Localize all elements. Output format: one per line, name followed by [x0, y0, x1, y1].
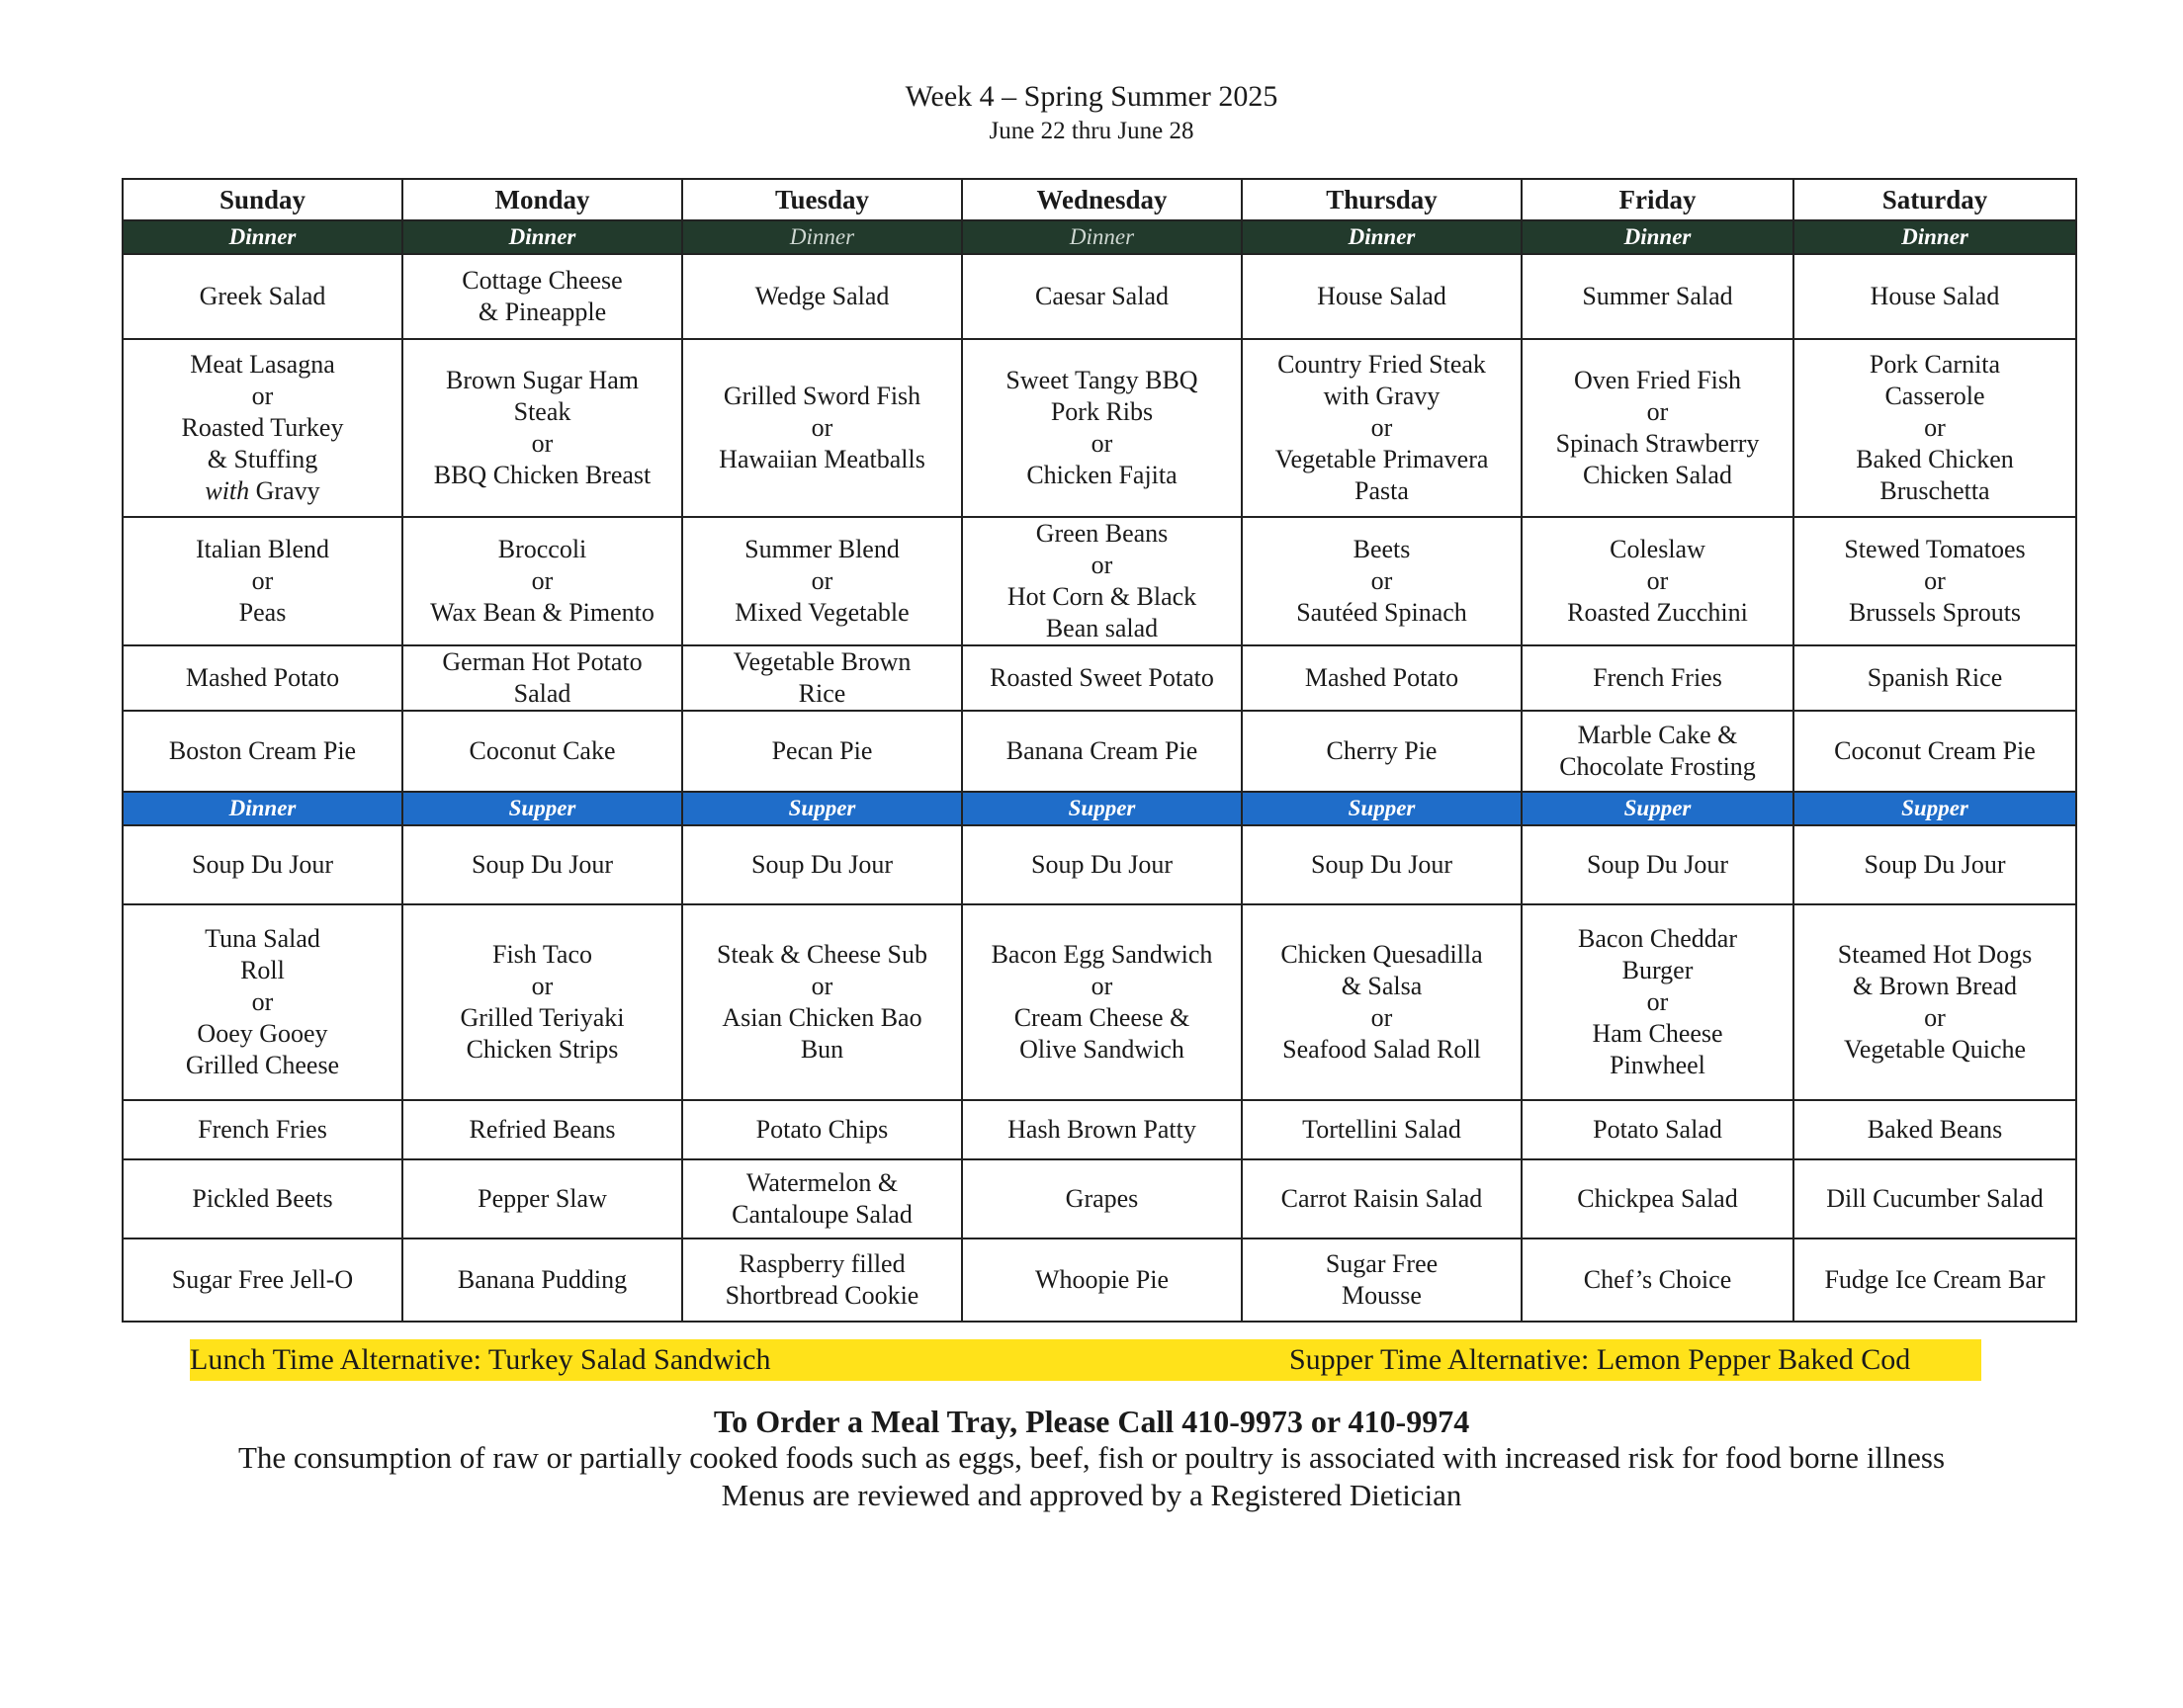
menu-item-line: Soup Du Jour — [471, 850, 613, 879]
menu-item-line: or — [1646, 397, 1669, 426]
menu-cell — [682, 825, 962, 904]
menu-item-line: Potato Salad — [1593, 1115, 1722, 1144]
menu-item-line: Summer Salad — [1582, 282, 1733, 310]
meal-band-label: Supper — [962, 792, 1242, 825]
day-header: Wednesday — [962, 179, 1242, 220]
menu-item-line: Banana Pudding — [457, 1265, 628, 1294]
menu-item-line: or — [251, 566, 274, 595]
menu-item-line: Cantaloupe Salad — [732, 1200, 913, 1229]
menu-cell — [1793, 1238, 2076, 1322]
menu-item-line: Sautéed Spinach — [1296, 598, 1467, 627]
menu-item-line: Hot Corn & Black — [1006, 582, 1197, 611]
menu-item-line: Mixed Vegetable — [735, 598, 910, 627]
meal-band-label: Supper — [1522, 792, 1793, 825]
menu-item-line: Meat Lasagna — [190, 350, 335, 379]
menu-cell — [1522, 825, 1793, 904]
menu-item-line: Pecan Pie — [771, 736, 873, 765]
menu-cell — [402, 1100, 682, 1159]
menu-item-line: Potato Chips — [755, 1115, 889, 1144]
menu-cell — [962, 1238, 1242, 1322]
menu-cell — [1793, 254, 2076, 339]
menu-item-line: or — [1091, 429, 1113, 458]
menu-cell — [1793, 645, 2076, 711]
menu-item-line: Ooey Gooey — [197, 1019, 328, 1048]
menu-cell — [962, 825, 1242, 904]
menu-cell — [1242, 1238, 1522, 1322]
menu-item-line: Bruschetta — [1879, 476, 1990, 505]
menu-cell — [123, 645, 402, 711]
menu-cell — [682, 1159, 962, 1238]
menu-item-line: Hash Brown Patty — [1007, 1115, 1196, 1144]
menu-item-line: French Fries — [1593, 663, 1722, 692]
menu-item-line: Fish Taco — [492, 940, 592, 969]
emphasis-with: with — [205, 476, 250, 505]
menu-item-line: House Salad — [1317, 282, 1446, 310]
menu-cell — [402, 517, 682, 645]
menu-cell — [1522, 517, 1793, 645]
menu-item-line: Asian Chicken Bao — [722, 1003, 922, 1032]
menu-item-line: Banana Cream Pie — [1005, 736, 1198, 765]
menu-cell — [123, 1100, 402, 1159]
menu-item-line: or — [811, 413, 833, 442]
menu-cell — [1522, 339, 1793, 517]
food-safety-warning: The consumption of raw or partially cooked foods such as eggs, beef, fish or poultry is associated with increased risk for food borne illness — [237, 1440, 1946, 1475]
meal-band-label: Supper — [1242, 792, 1522, 825]
menu-item-line: Mashed Potato — [185, 663, 340, 692]
menu-item-line: Green Beans — [1035, 519, 1169, 548]
menu-cell — [682, 254, 962, 339]
menu-item-line: Soup Du Jour — [1310, 850, 1452, 879]
menu-cell — [1793, 711, 2076, 792]
menu-item-line: Wedge Salad — [754, 282, 890, 310]
menu-item-line: Roasted Sweet Potato — [990, 663, 1214, 692]
menu-item-line: Roasted Zucchini — [1567, 598, 1748, 627]
menu-item-line: House Salad — [1870, 282, 2000, 310]
menu-item-line: Boston Cream Pie — [168, 736, 357, 765]
menu-item-line: Cherry Pie — [1326, 736, 1438, 765]
menu-item-line: Dill Cucumber Salad — [1826, 1184, 2044, 1213]
menu-item-line: Mousse — [1342, 1281, 1422, 1310]
menu-item-line: or — [1924, 566, 1946, 595]
dietician-approval-note: Menus are reviewed and approved by a Registered Dietician — [721, 1478, 1462, 1512]
menu-item-line: Vegetable Quiche — [1843, 1035, 2027, 1064]
menu-cell — [682, 711, 962, 792]
menu-item-line: French Fries — [198, 1115, 327, 1144]
menu-item-line: Chicken Quesadilla — [1280, 940, 1483, 969]
menu-item-line: Bean salad — [1045, 614, 1159, 642]
menu-cell — [1522, 1159, 1793, 1238]
menu-item-line: Rice — [798, 679, 846, 708]
menu-item-line: or — [1646, 987, 1669, 1016]
meal-band-label: Supper — [402, 792, 682, 825]
menu-item-line: or — [531, 972, 554, 1000]
menu-item-line: Chef’s Choice — [1583, 1265, 1732, 1294]
menu-item-line: Baked Chicken — [1856, 445, 2014, 473]
menu-cell — [1793, 1159, 2076, 1238]
menu-item-line: with Gravy — [205, 476, 320, 505]
menu-item-line: or — [811, 972, 833, 1000]
dinner-band-row — [123, 220, 2076, 254]
menu-cell — [682, 339, 962, 517]
meal-band-label: Supper — [682, 792, 962, 825]
menu-cell — [1793, 339, 2076, 517]
menu-item-line: Marble Cake & — [1577, 721, 1738, 749]
day-header: Monday — [402, 179, 682, 220]
menu-item-line: Sweet Tangy BBQ — [1005, 366, 1198, 394]
menu-item-line: Peas — [238, 598, 287, 627]
menu-item-line: Greek Salad — [199, 282, 326, 310]
menu-item-line: Refried Beans — [469, 1115, 616, 1144]
menu-cell — [402, 254, 682, 339]
menu-item-line: or — [1091, 972, 1113, 1000]
menu-cell — [962, 645, 1242, 711]
menu-item-line: Stewed Tomatoes — [1844, 535, 2026, 563]
lunch-alternative: Lunch Time Alternative: Turkey Salad Sandwich — [190, 1343, 771, 1376]
menu-item-line: Chickpea Salad — [1577, 1184, 1738, 1213]
menu-item-line: Pinwheel — [1610, 1051, 1705, 1079]
menu-row — [123, 1100, 2076, 1159]
menu-item-line: Chicken Strips — [466, 1035, 619, 1064]
menu-cell — [962, 1159, 1242, 1238]
meal-band-label: Dinner — [962, 220, 1242, 254]
menu-cell — [682, 904, 962, 1100]
menu-date-range: June 22 thru June 28 — [989, 118, 1194, 144]
menu-item-line: Sugar Free — [1325, 1249, 1439, 1278]
menu-cell — [1522, 254, 1793, 339]
menu-item-line: or — [1924, 413, 1946, 442]
menu-item-line: Oven Fried Fish — [1574, 366, 1741, 394]
menu-item-line: Soup Du Jour — [1586, 850, 1728, 879]
menu-cell — [402, 645, 682, 711]
menu-item-line: Ham Cheese — [1592, 1019, 1723, 1048]
menu-row — [123, 1159, 2076, 1238]
menu-cell — [1242, 825, 1522, 904]
menu-item-line: Steak & Cheese Sub — [716, 940, 928, 969]
menu-item-line: or — [1370, 1003, 1393, 1032]
menu-item-line: BBQ Chicken Breast — [433, 461, 652, 489]
menu-item-line: Pork Ribs — [1050, 397, 1154, 426]
menu-item-line: Cream Cheese & — [1013, 1003, 1190, 1032]
menu-cell — [1242, 339, 1522, 517]
menu-cell — [682, 517, 962, 645]
menu-item-line: Pickled Beets — [192, 1184, 333, 1213]
menu-item-line: & Brown Bread — [1852, 972, 2018, 1000]
menu-item-line: or — [1646, 566, 1669, 595]
menu-item-line: Bacon Cheddar — [1577, 924, 1737, 953]
menu-cell — [1242, 711, 1522, 792]
weekly-menu-table — [122, 178, 2077, 1323]
menu-item-line: Vegetable Primavera — [1274, 445, 1489, 473]
menu-item-line: Grilled Teriyaki — [460, 1003, 625, 1032]
menu-item-line: Beets — [1353, 535, 1411, 563]
menu-cell — [1242, 254, 1522, 339]
menu-row — [123, 339, 2076, 517]
menu-cell — [682, 1238, 962, 1322]
menu-item-line: Chicken Fajita — [1026, 461, 1178, 489]
menu-cell — [123, 904, 402, 1100]
menu-item-line: German Hot Potato — [442, 647, 643, 676]
menu-item-line: Soup Du Jour — [1864, 850, 2006, 879]
menu-item-line: & Pineapple — [478, 298, 607, 326]
menu-item-line: Pasta — [1354, 476, 1409, 505]
menu-item-line: Burger — [1621, 956, 1694, 984]
menu-item-line: & Stuffing — [207, 445, 318, 473]
menu-item-line: Vegetable Brown — [733, 647, 912, 676]
menu-item-line: Mashed Potato — [1304, 663, 1459, 692]
menu-item-line: Soup Du Jour — [750, 850, 893, 879]
menu-item-line: Spinach Strawberry — [1555, 429, 1760, 458]
menu-cell — [1242, 517, 1522, 645]
menu-item-line: Raspberry filled — [739, 1249, 906, 1278]
menu-item-line: Tortellini Salad — [1302, 1115, 1461, 1144]
menu-cell — [1522, 711, 1793, 792]
order-instructions: To Order a Meal Tray, Please Call 410-9973 or 410-9974 — [713, 1404, 1470, 1439]
menu-item-line: Whoopie Pie — [1034, 1265, 1170, 1294]
menu-cell — [1793, 825, 2076, 904]
menu-row — [123, 711, 2076, 792]
menu-item-line: & Salsa — [1341, 972, 1423, 1000]
menu-item-line: or — [1091, 551, 1113, 579]
menu-item-line: Sugar Free Jell-O — [171, 1265, 354, 1294]
meal-band-label: Supper — [1793, 792, 2076, 825]
day-header-row — [123, 179, 2076, 220]
menu-item-line: Chocolate Frosting — [1559, 752, 1756, 781]
menu-item-line: or — [1370, 413, 1393, 442]
menu-item-line: Tuna Salad — [205, 924, 320, 953]
menu-item-line: Coconut Cake — [469, 736, 616, 765]
menu-cell — [962, 1100, 1242, 1159]
menu-cell — [1522, 645, 1793, 711]
menu-item-line: Broccoli — [497, 535, 587, 563]
menu-item-line: Coleslaw — [1610, 535, 1705, 563]
menu-cell — [123, 339, 402, 517]
menu-cell — [1242, 904, 1522, 1100]
menu-item-line: Casserole — [1884, 382, 1985, 410]
menu-item-line: Grilled Cheese — [185, 1051, 340, 1079]
menu-item-line: or — [251, 987, 274, 1016]
day-header: Thursday — [1242, 179, 1522, 220]
day-header: Sunday — [123, 179, 402, 220]
menu-item-line: Fudge Ice Cream Bar — [1824, 1265, 2046, 1294]
menu-item-line: Watermelon & — [745, 1168, 899, 1197]
alternatives-highlight — [190, 1339, 1981, 1381]
menu-cell — [1793, 517, 2076, 645]
menu-cell — [1242, 645, 1522, 711]
menu-cell — [123, 517, 402, 645]
menu-item-line: Country Fried Steak — [1277, 350, 1486, 379]
menu-item-line: Olive Sandwich — [1019, 1035, 1184, 1064]
menu-item-line: Salad — [513, 679, 571, 708]
day-header: Friday — [1522, 179, 1793, 220]
menu-item-line: or — [531, 566, 554, 595]
menu-cell — [682, 645, 962, 711]
menu-cell — [402, 1159, 682, 1238]
menu-item-line: Spanish Rice — [1867, 663, 2003, 692]
menu-item-line: Pepper Slaw — [478, 1184, 607, 1213]
meal-band-label: Dinner — [1793, 220, 2076, 254]
menu-item-line: Summer Blend — [744, 535, 900, 563]
menu-row — [123, 645, 2076, 711]
menu-row — [123, 825, 2076, 904]
menu-item-line: Soup Du Jour — [1030, 850, 1173, 879]
menu-cell — [962, 339, 1242, 517]
menu-body — [123, 220, 2076, 1322]
menu-cell — [1522, 904, 1793, 1100]
meal-band-label: Dinner — [402, 220, 682, 254]
menu-item-line: Bacon Egg Sandwich — [991, 940, 1213, 969]
menu-cell — [682, 1100, 962, 1159]
menu-cell — [123, 254, 402, 339]
menu-cell — [402, 825, 682, 904]
menu-item-line: Chicken Salad — [1583, 461, 1732, 489]
menu-item-line: Shortbread Cookie — [725, 1281, 919, 1310]
menu-cell — [962, 254, 1242, 339]
menu-item-line: Steak — [513, 397, 571, 426]
menu-row — [123, 254, 2076, 339]
menu-cell — [123, 711, 402, 792]
menu-item-line: Wax Bean & Pimento — [430, 598, 655, 627]
menu-item-line: Coconut Cream Pie — [1834, 736, 2036, 765]
menu-item-line: Caesar Salad — [1034, 282, 1169, 310]
menu-item-line: Baked Beans — [1867, 1115, 2003, 1144]
menu-cell — [962, 904, 1242, 1100]
menu-cell — [402, 711, 682, 792]
meal-band-label: Dinner — [1242, 220, 1522, 254]
menu-item-line: Steamed Hot Dogs — [1837, 940, 2033, 969]
menu-item-line: Grilled Sword Fish — [723, 382, 921, 410]
menu-item-line: Bun — [800, 1035, 844, 1064]
menu-item-line: Grapes — [1065, 1184, 1139, 1213]
menu-cell — [1522, 1238, 1793, 1322]
menu-cell — [123, 825, 402, 904]
menu-cell — [123, 1238, 402, 1322]
day-header: Tuesday — [682, 179, 962, 220]
menu-cell — [1793, 904, 2076, 1100]
menu-item-line: Pork Carnita — [1869, 350, 2001, 379]
menu-row — [123, 517, 2076, 645]
menu-cell — [402, 339, 682, 517]
meal-band-label: Dinner — [1522, 220, 1793, 254]
menu-item-line: with Gravy — [1323, 382, 1441, 410]
menu-item-line: Carrot Raisin Salad — [1280, 1184, 1483, 1213]
menu-item-line: Hawaiian Meatballs — [719, 445, 925, 473]
menu-cell — [123, 1159, 402, 1238]
meal-band-label: Dinner — [123, 220, 402, 254]
menu-cell — [402, 1238, 682, 1322]
menu-item-line: Seafood Salad Roll — [1282, 1035, 1481, 1064]
menu-item-line: Roll — [240, 956, 285, 984]
menu-item-line: or — [531, 429, 554, 458]
menu-cell — [1522, 1100, 1793, 1159]
menu-cell — [402, 904, 682, 1100]
menu-row — [123, 904, 2076, 1100]
supper-alternative: Supper Time Alternative: Lemon Pepper Baked Cod — [1289, 1343, 1911, 1376]
meal-band-label: Dinner — [682, 220, 962, 254]
menu-cell — [1242, 1159, 1522, 1238]
menu-item-line: or — [1370, 566, 1393, 595]
day-header: Saturday — [1793, 179, 2076, 220]
menu-cell — [962, 517, 1242, 645]
menu-title: Week 4 – Spring Summer 2025 — [905, 80, 1278, 113]
supper-band-row — [123, 792, 2076, 825]
menu-item-line: or — [251, 382, 274, 410]
menu-item-line: or — [811, 566, 833, 595]
menu-item-line: Brown Sugar Ham — [446, 366, 639, 394]
menu-cell — [1793, 1100, 2076, 1159]
menu-item-line: Soup Du Jour — [191, 850, 333, 879]
menu-item-line: Italian Blend — [195, 535, 329, 563]
menu-item-line: Cottage Cheese — [462, 266, 623, 295]
menu-row — [123, 1238, 2076, 1322]
menu-item-line: Roasted Turkey — [181, 413, 344, 442]
menu-item-line: or — [1924, 1003, 1946, 1032]
menu-cell — [962, 711, 1242, 792]
meal-band-label: Dinner — [123, 792, 402, 825]
menu-item-line: Brussels Sprouts — [1848, 598, 2022, 627]
menu-cell — [1242, 1100, 1522, 1159]
